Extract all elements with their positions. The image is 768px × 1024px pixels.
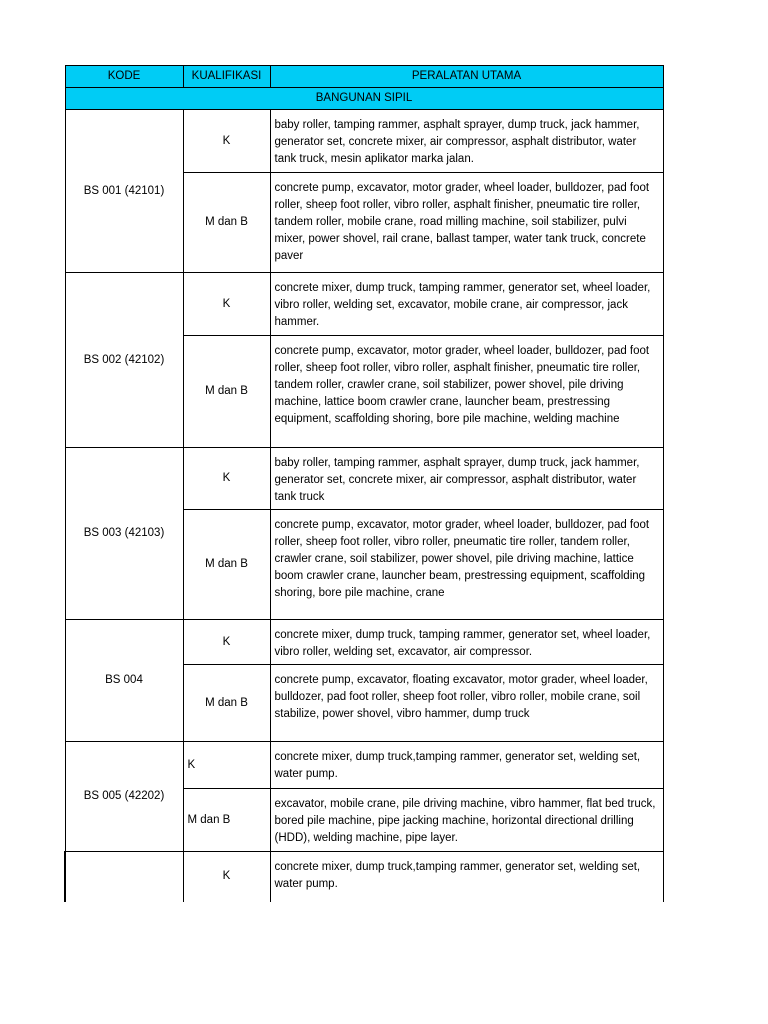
section-title: BANGUNAN SIPIL: [65, 88, 663, 110]
kualifikasi-cell: K: [183, 448, 270, 510]
kode-cell: BS 004: [65, 620, 183, 742]
table-row: [65, 620, 663, 665]
kualifikasi-cell: K: [183, 852, 270, 902]
table-row: [65, 852, 663, 902]
table-row: [65, 110, 663, 173]
peralatan-cell: concrete pump, excavator, floating excavator, motor grader, wheel loader, bulldozer, pad foot roller, sheep foot roller, vibro roller, mobile crane, soil stabilize, power shovel, vibro hammer, dump truck: [270, 665, 663, 742]
kualifikasi-cell: M dan B: [183, 789, 270, 852]
peralatan-cell: baby roller, tamping rammer, asphalt sprayer, dump truck, jack hammer, generator set, concrete mixer, air compressor, asphalt distributor, water tank truck: [270, 448, 663, 510]
kode-cell: BS 005 (42202): [65, 742, 183, 852]
peralatan-cell: concrete pump, excavator, motor grader, wheel loader, bulldozer, pad foot roller, sheep foot roller, vibro roller, pneumatic tire roller, tandem roller, crawler crane, soil stabilizer, power shovel, pile driving machine, lattice boom crawler crane, launcher beam, prestressing equipment, scaffolding shoring, bore pile machine, crane: [270, 510, 663, 620]
peralatan-cell: concrete mixer, dump truck, tamping rammer, generator set, wheel loader, vibro roller, welding set, excavator, mobile crane, air compressor, jack hammer.: [270, 273, 663, 336]
spreadsheet-page: [64, 65, 662, 902]
peralatan-cell: concrete mixer, dump truck,tamping rammer, generator set, welding set, water pump.: [270, 742, 663, 789]
kode-cell: [65, 852, 183, 902]
header-row: [65, 66, 663, 88]
peralatan-cell: concrete pump, excavator, motor grader, wheel loader, bulldozer, pad foot roller, sheep foot roller, vibro roller, asphalt finisher, pneumatic tire roller, tandem roller, crawler crane, soil stabilizer, power shovel, pile driving machine, lattice boom crawler crane, launcher beam, prestressing equipment, scaffolding shoring, bore pile machine, welding machine: [270, 336, 663, 448]
section-row: [65, 88, 663, 110]
peralatan-cell: excavator, mobile crane, pile driving machine, vibro hammer, flat bed truck, bored pile machine, pipe jacking machine, horizontal directional drilling (HDD), welding machine, pipe layer.: [270, 789, 663, 852]
peralatan-cell: baby roller, tamping rammer, asphalt sprayer, dump truck, jack hammer, generator set, concrete mixer, air compressor, asphalt distributor, water tank truck, mesin aplikator marka jalan.: [270, 110, 663, 173]
table-row: [65, 742, 663, 789]
peralatan-cell: concrete pump, excavator, motor grader, wheel loader, bulldozer, pad foot roller, sheep foot roller, vibro roller, asphalt finisher, pneumatic tire roller, tandem roller, mobile crane, road milling machine, soil stabilizer, pulvi mixer, power shovel, rail crane, ballast tamper, water tank truck, concrete paver: [270, 173, 663, 273]
kualifikasi-cell: M dan B: [183, 510, 270, 620]
kualifikasi-cell: K: [183, 742, 270, 789]
table-row: [65, 273, 663, 336]
header-kualifikasi: KUALIFIKASI: [183, 66, 270, 88]
kualifikasi-cell: M dan B: [183, 173, 270, 273]
table-row: [65, 448, 663, 510]
equipment-table: [64, 65, 664, 902]
header-peralatan: PERALATAN UTAMA: [270, 66, 663, 88]
kualifikasi-cell: K: [183, 620, 270, 665]
kode-cell: BS 002 (42102): [65, 273, 183, 448]
peralatan-cell: concrete mixer, dump truck,tamping rammer, generator set, welding set, water pump.: [270, 852, 663, 902]
kode-cell: BS 001 (42101): [65, 110, 183, 273]
header-kode: KODE: [65, 66, 183, 88]
peralatan-cell: concrete mixer, dump truck, tamping rammer, generator set, wheel loader, vibro roller, welding set, excavator, air compressor.: [270, 620, 663, 665]
kualifikasi-cell: K: [183, 110, 270, 173]
kualifikasi-cell: K: [183, 273, 270, 336]
kualifikasi-cell: M dan B: [183, 665, 270, 742]
kode-cell: BS 003 (42103): [65, 448, 183, 620]
kualifikasi-cell: M dan B: [183, 336, 270, 448]
